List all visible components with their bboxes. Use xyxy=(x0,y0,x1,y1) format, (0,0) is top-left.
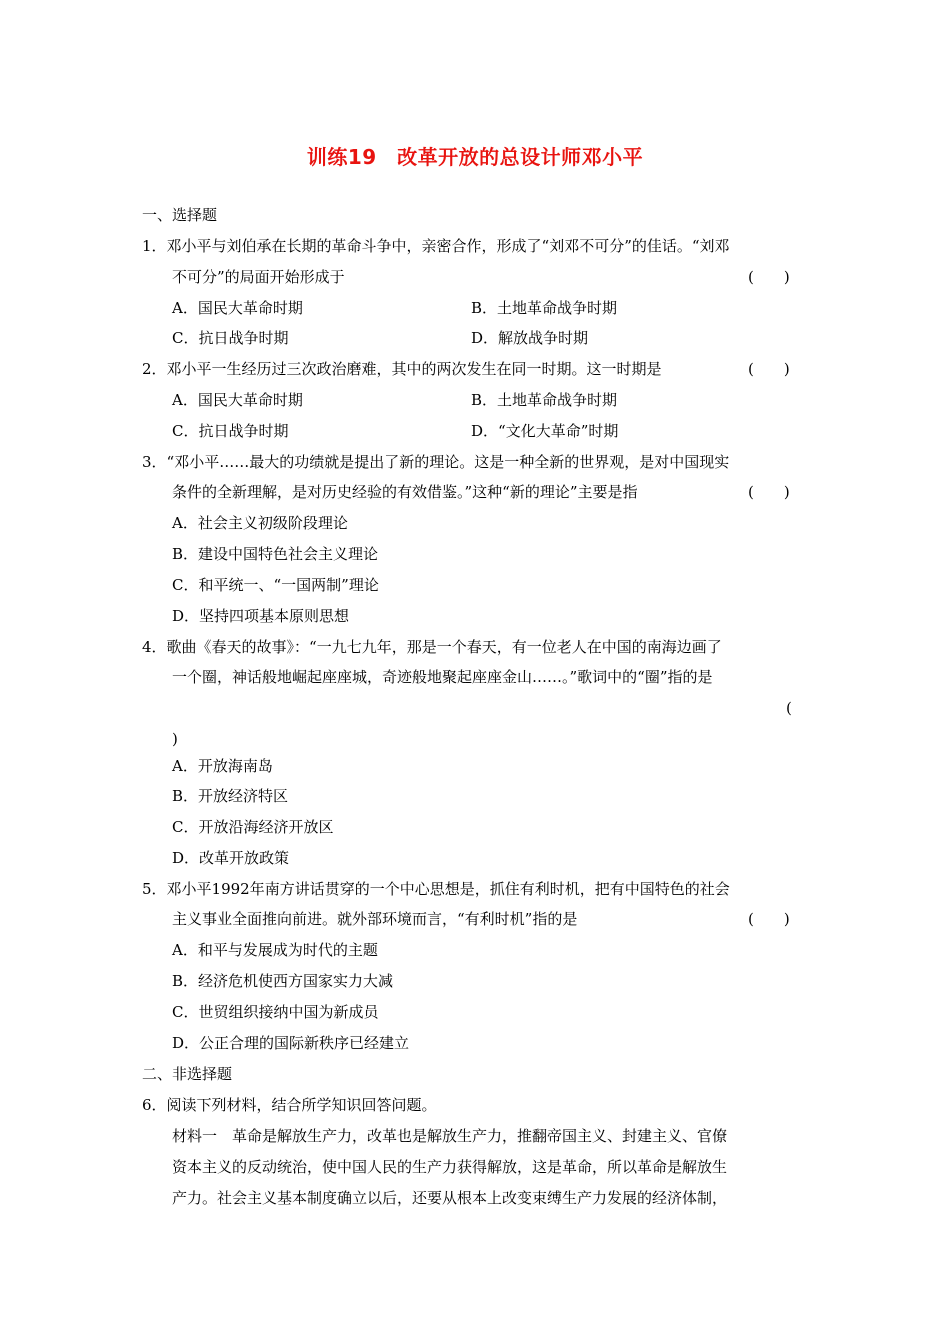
question-5-answer-blank: ( ) xyxy=(748,910,790,928)
question-2-option-d: D．“文化大革命”时期 xyxy=(471,422,619,440)
question-3-option-b: B．建设中国特色社会主义理论 xyxy=(172,545,379,563)
question-2-option-b: B．土地革命战争时期 xyxy=(471,391,618,409)
question-1-answer-blank: ( ) xyxy=(748,268,790,286)
question-3-answer-blank: ( ) xyxy=(748,483,790,501)
question-5-stem-line-1: 5．邓小平1992年南方讲话贯穿的一个中心思想是，抓住有利时机，把有中国特色的社会 xyxy=(142,880,730,898)
question-4-option-a: A．开放海南岛 xyxy=(172,757,273,775)
question-4-answer-blank-close: ) xyxy=(172,730,178,748)
page-title: 训练19 改革开放的总设计师邓小平 xyxy=(306,145,644,169)
question-3-option-c: C．和平统一、“一国两制”理论 xyxy=(172,576,379,594)
question-2-option-a: A．国民大革命时期 xyxy=(172,391,303,409)
question-1-option-b: B．土地革命战争时期 xyxy=(471,299,618,317)
question-3-option-d: D．坚持四项基本原则思想 xyxy=(172,607,350,625)
question-5-option-d: D．公正合理的国际新秩序已经建立 xyxy=(172,1034,410,1052)
question-5-option-c: C．世贸组织接纳中国为新成员 xyxy=(172,1003,379,1021)
question-4-option-b: B．开放经济特区 xyxy=(172,787,289,805)
question-4-answer-blank-open: ( xyxy=(786,699,792,717)
question-1-option-c: C．抗日战争时期 xyxy=(172,329,289,347)
section-heading-non-choice: 二、非选择题 xyxy=(142,1065,233,1083)
question-4-option-d: D．改革开放政策 xyxy=(172,849,290,867)
question-4-option-c: C．开放沿海经济开放区 xyxy=(172,818,334,836)
question-6-material-line-2: 资本主义的反动统治，使中国人民的生产力获得解放，这是革命，所以革命是解放生 xyxy=(172,1158,728,1176)
question-1-option-a: A．国民大革命时期 xyxy=(172,299,303,317)
question-6-stem: 6．阅读下列材料，结合所学知识回答问题。 xyxy=(142,1096,437,1114)
question-3-stem-line-2: 条件的全新理解，是对历史经验的有效借鉴。”这种“新的理论”主要是指 xyxy=(172,483,638,501)
question-5-option-b: B．经济危机使西方国家实力大减 xyxy=(172,972,394,990)
question-5-option-a: A．和平与发展成为时代的主题 xyxy=(172,941,378,959)
question-3-option-a: A．社会主义初级阶段理论 xyxy=(172,514,348,532)
question-1-stem-line-2: 不可分”的局面开始形成于 xyxy=(172,268,345,286)
question-4-stem-line-2: 一个圈，神话般地崛起座座城，奇迹般地聚起座座金山……。”歌词中的“圈”指的是 xyxy=(172,668,713,686)
question-2-option-c: C．抗日战争时期 xyxy=(172,422,289,440)
question-6-material-line-3: 产力。社会主义基本制度确立以后，还要从根本上改变束缚生产力发展的经济体制， xyxy=(172,1189,728,1207)
question-5-stem-line-2: 主义事业全面推向前进。就外部环境而言，“有利时机”指的是 xyxy=(172,910,578,928)
question-6-material-line-1: 材料一 革命是解放生产力，改革也是解放生产力，推翻帝国主义、封建主义、官僚 xyxy=(172,1127,728,1145)
question-1-option-d: D．解放战争时期 xyxy=(471,329,589,347)
question-2-answer-blank: ( ) xyxy=(748,360,790,378)
question-3-stem-line-1: 3．“邓小平……最大的功绩就是提出了新的理论。这是一种全新的世界观，是对中国现实 xyxy=(142,453,730,471)
question-4-stem-line-1: 4．歌曲《春天的故事》：“一九七九年，那是一个春天，有一位老人在中国的南海边画了 xyxy=(142,638,722,656)
question-1-stem-line-1: 1．邓小平与刘伯承在长期的革命斗争中，亲密合作，形成了“刘邓不可分”的佳话。“刘邓 xyxy=(142,237,730,255)
section-heading-choice: 一、选择题 xyxy=(142,206,218,224)
question-2-stem-line-1: 2．邓小平一生经历过三次政治磨难，其中的两次发生在同一时期。这一时期是 xyxy=(142,360,662,378)
